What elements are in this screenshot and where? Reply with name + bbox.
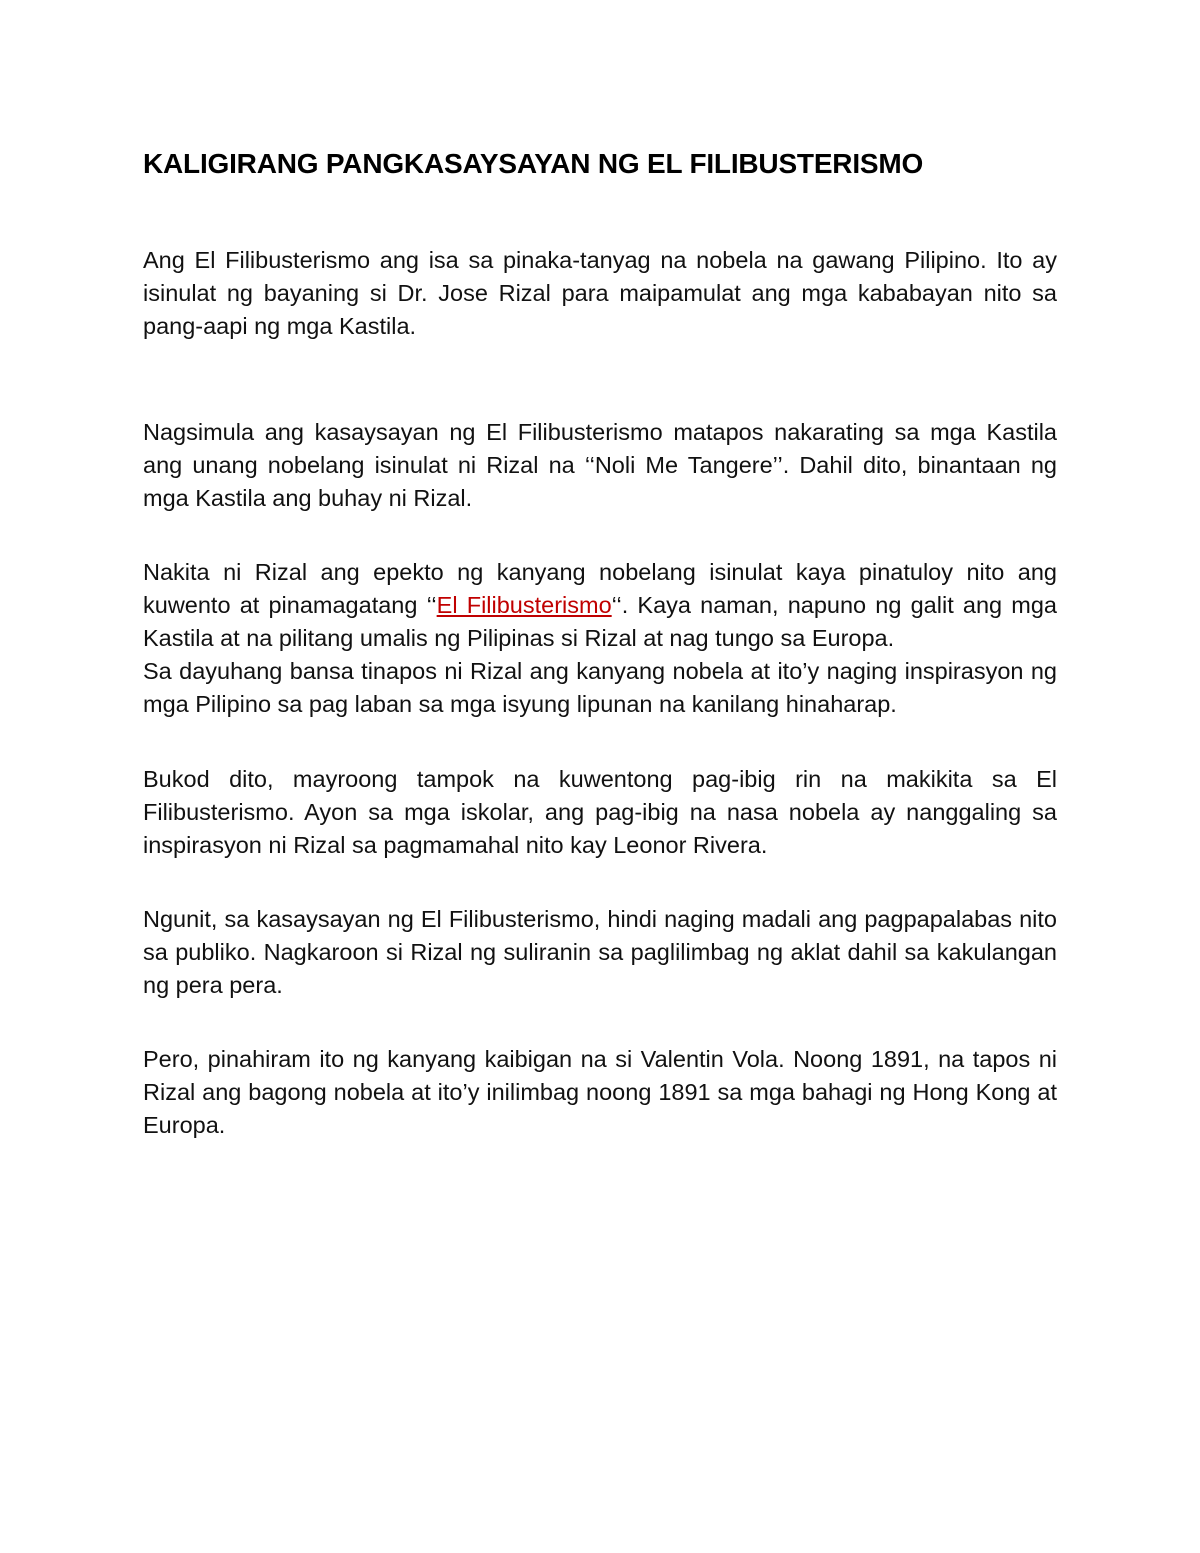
paragraph-love-story: Bukod dito, mayroong tampok na kuwentong pag-ibig rin na makikita sa El Filibusterismo. Ayon sa mga iskolar, ang pag-ibig na nasa nobela ay nanggaling sa inspirasyon ni Rizal sa pagmamahal nito kay Leonor Rivera. — [143, 766, 1057, 858]
paragraph-publishing: Ngunit, sa kasaysayan ng El Filibusterismo, hindi naging madali ang pagpapalabas nito sa publiko. Nagkaroon si Rizal ng suliranin sa paglilimbag ng aklat dahil sa kakulangan ng pera pera. — [143, 906, 1057, 998]
paragraph-intro: Ang El Filibusterismo ang isa sa pinaka-tanyag na nobela na gawang Pilipino. Ito ay isinulat ng bayaning si Dr. Jose Rizal para maipamulat ang mga kababayan nito sa pang-aapi ng mga Kastila. — [143, 247, 1057, 339]
paragraph-beginning: Nagsimula ang kasaysayan ng El Filibusterismo matapos nakarating sa mga Kastila ang unang nobelang isinulat ni Rizal na ‘‘Noli Me Tangere’’. Dahil dito, binantaan ng mga Kastila ang buhay ni Rizal. — [143, 419, 1057, 511]
document-title: KALIGIRANG PANGKASAYSAYAN NG EL FILIBUSTERISMO — [143, 148, 924, 179]
paragraph-effect-text-end: ‘‘. Kaya naman, napuno ng galit ang mga Kastila at na pilitang umalis ng Pilipinas si Rizal at nag tungo sa Europa. — [143, 592, 1058, 651]
paragraph-inspiration: Sa dayuhang bansa tinapos ni Rizal ang kanyang nobela at ito’y naging inspirasyon ng mga Pilipino sa pag laban sa mga isyung lipunan na kanilang hinaharap. — [143, 658, 1057, 717]
paragraph-effect — [143, 556, 1057, 655]
el-filibusterismo-link[interactable]: El Filibusterismo — [436, 592, 612, 618]
paragraph-valentin-vola: Pero, pinahiram ito ng kanyang kaibigan na si Valentin Vola. Noong 1891, na tapos ni Rizal ang bagong nobela at ito’y inilimbag noong 1891 sa mga bahagi ng Hong Kong at Europa. — [143, 1046, 1057, 1138]
document-body — [143, 140, 1057, 1142]
paragraph-effect-text-start: Nakita ni Rizal ang epekto ng kanyang nobelang isinulat kaya pinatuloy nito ang kuwento at pinamagatang ‘‘ — [143, 559, 1057, 618]
